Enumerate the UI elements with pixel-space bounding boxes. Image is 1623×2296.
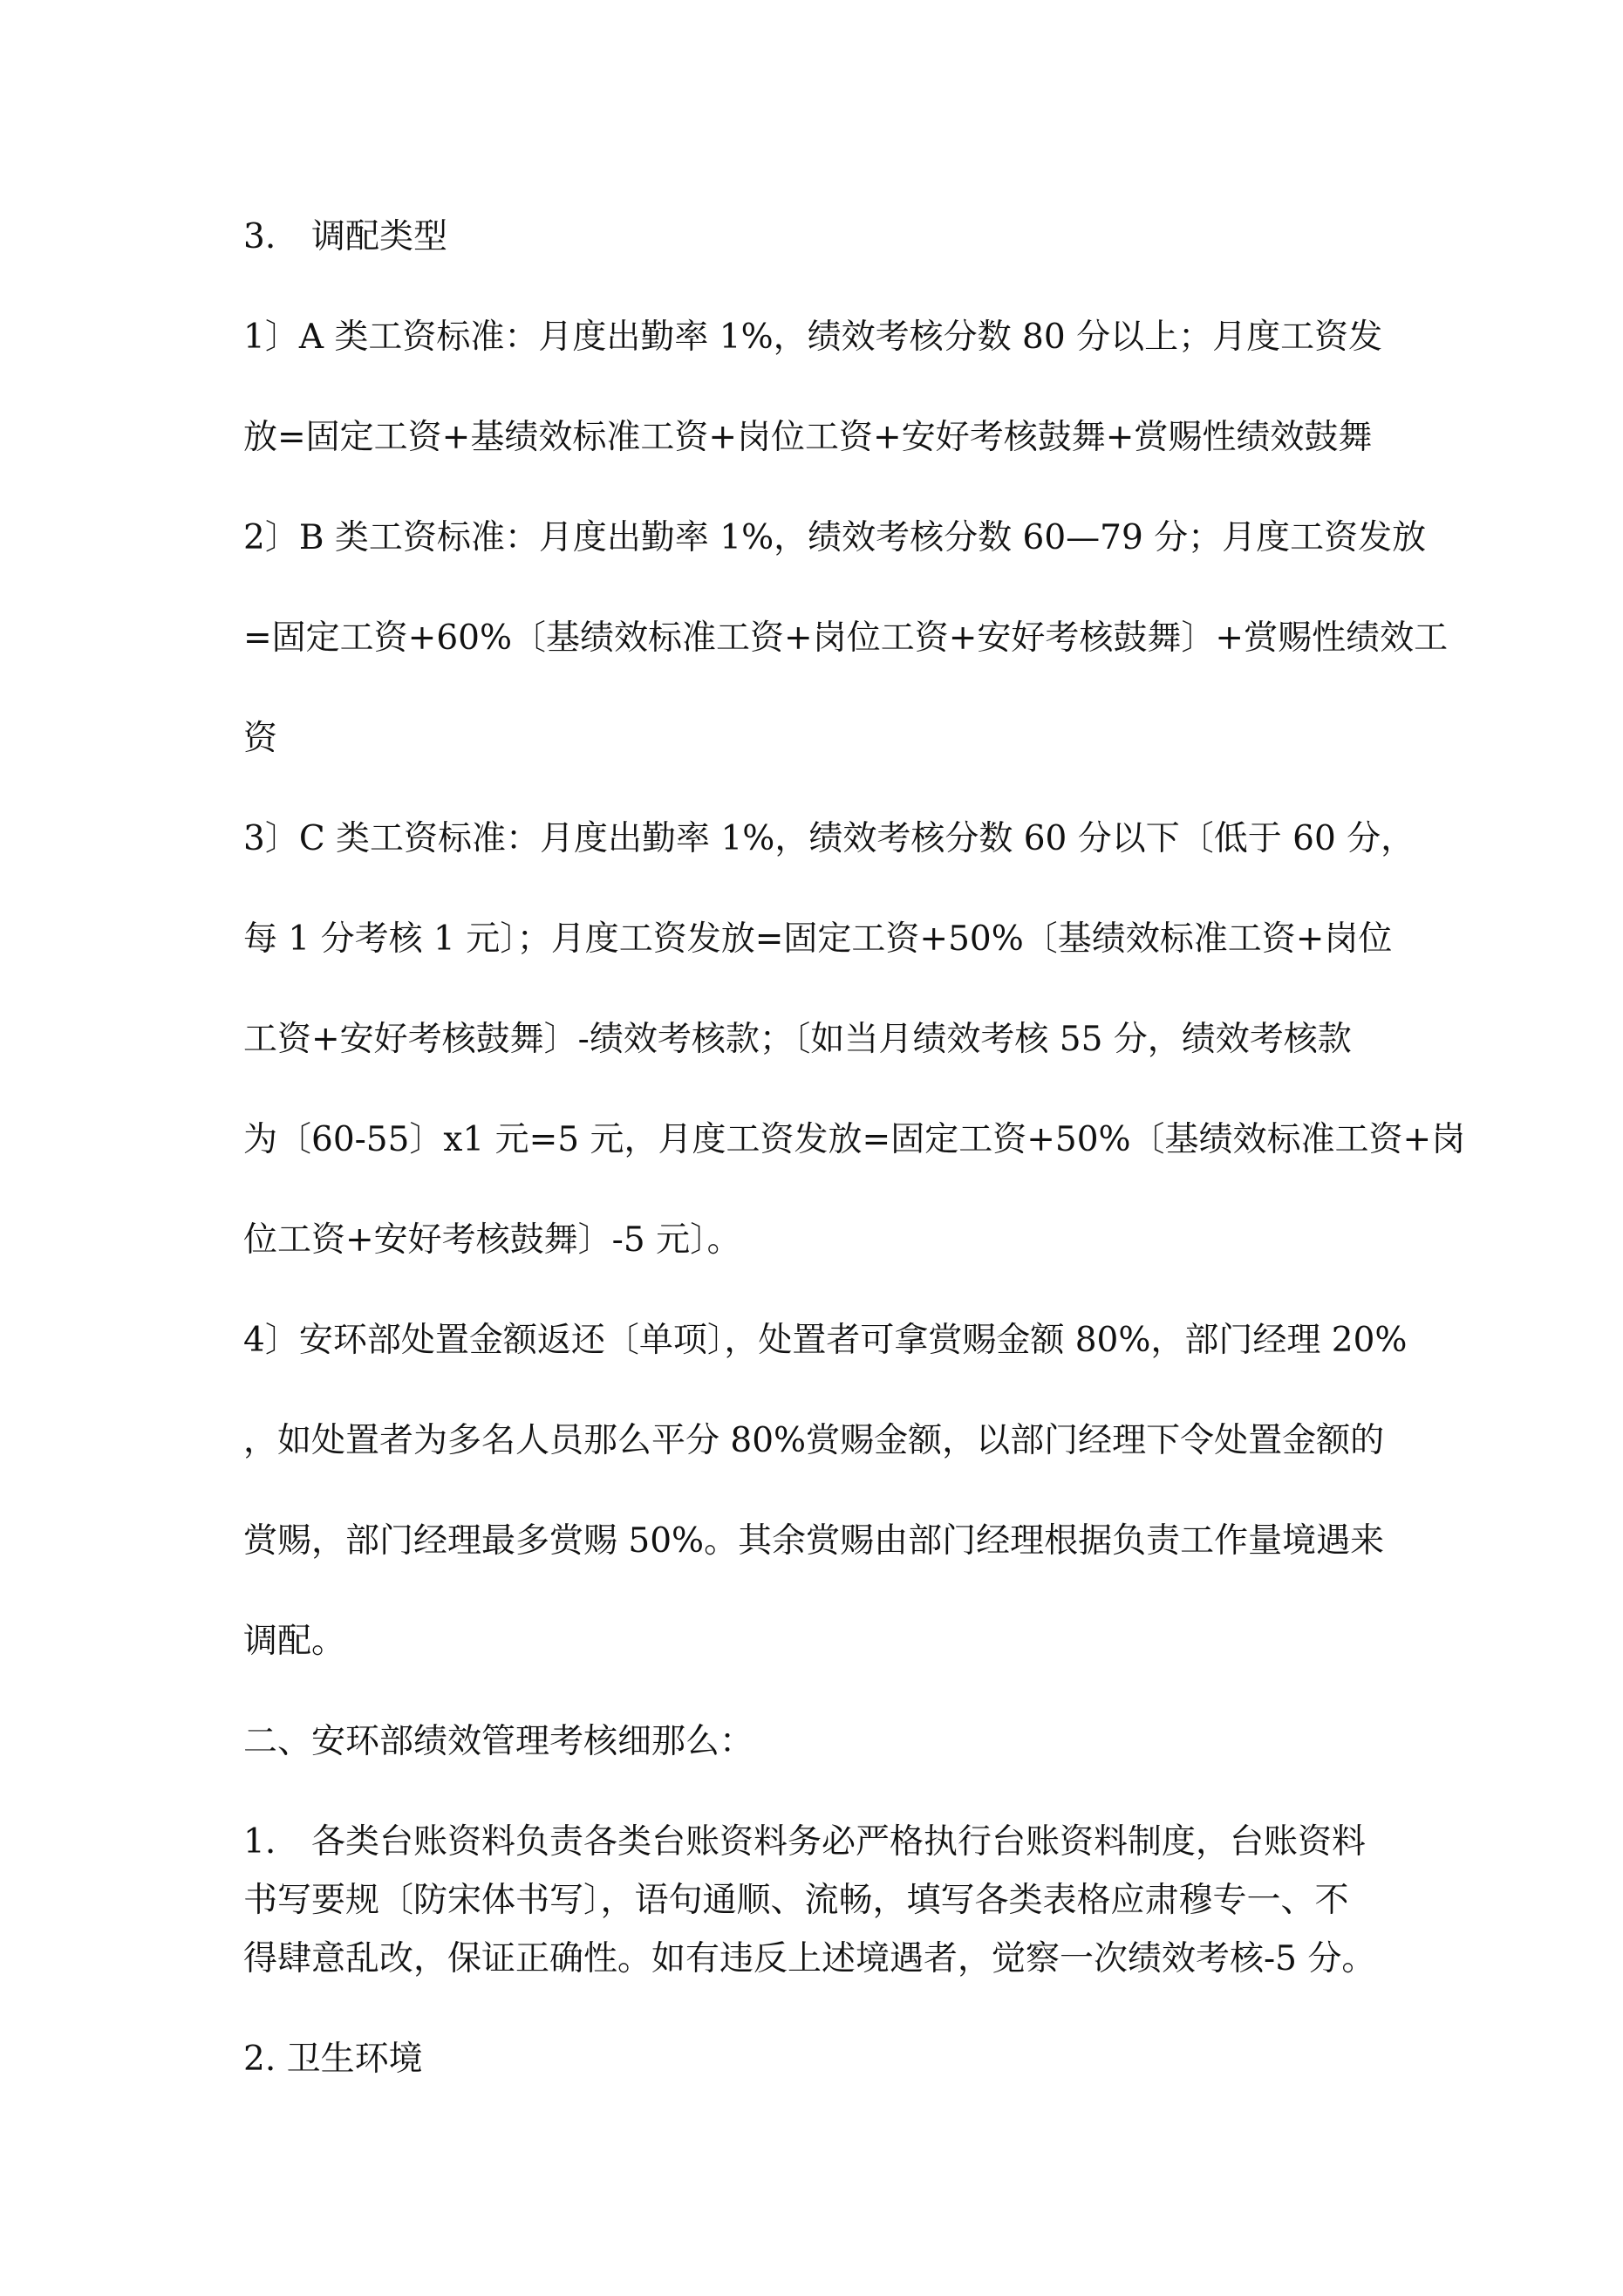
section-3-heading xyxy=(243,217,448,256)
rule-1-line-2: 书写要规〔防宋体书写〕，语句通顺、流畅，填写各类表格应肃穆专一、不 xyxy=(243,1881,1349,1920)
item-4-line-3: 赏赐，部门经理最多赏赐 50%。其余赏赐由部门经理根据负责工作量境遇来 xyxy=(243,1521,1385,1561)
item-4-line-2: ，如处置者为多名人员那么平分 80%赏赐金额，以部门经理下令处置金额的 xyxy=(243,1421,1385,1460)
item-3-line-3: 工资+安好考核鼓舞〕-绩效考核款；〔如当月绩效考核 55 分，绩效考核款 xyxy=(243,1020,1352,1059)
item-2-line-3: 资 xyxy=(243,719,278,758)
item-2-line-2: =固定工资+60%〔基绩效标准工资+岗位工资+安好考核鼓舞〕+赏赐性绩效工 xyxy=(243,618,1449,658)
rule-1-line-1 xyxy=(243,1822,1367,1862)
item-3-line-1: 3〕C 类工资标准：月度出勤率 1%，绩效考核分数 60 分以下〔低于 60 分， xyxy=(243,819,1415,858)
item-1-line-1: 1〕A 类工资标准：月度出勤率 1%，绩效考核分数 80 分以上；月度工资发 xyxy=(243,318,1383,357)
item-4-line-4: 调配。 xyxy=(243,1622,346,1661)
section-two-heading: 二、安环部绩效管理考核细那么： xyxy=(243,1722,754,1761)
item-3-line-4: 为〔60-55〕x1 元=5 元，月度工资发放=固定工资+50%〔基绩效标准工资+岗 xyxy=(243,1120,1466,1159)
item-4-line-1: 4〕安环部处置金额返还〔单项〕，处置者可拿赏赐金额 80%，部门经理 20% xyxy=(243,1321,1408,1360)
item-1-line-2: 放=固定工资+基绩效标准工资+岗位工资+安好考核鼓舞+赏赐性绩效鼓舞 xyxy=(243,418,1373,457)
item-3-line-5: 位工资+安好考核鼓舞〕-5 元〕。 xyxy=(243,1220,741,1260)
rule-2-heading: 2. 卫生环境 xyxy=(243,2040,423,2079)
rule-1-line-3: 得肆意乱改，保证正确性。如有违反上述境遇者，觉察一次绩效考核-5 分。 xyxy=(243,1939,1376,1978)
rule-1-number: 1. xyxy=(243,1822,276,1862)
section-3-title: 调配类型 xyxy=(311,217,448,256)
item-3-line-2: 每 1 分考核 1 元〕；月度工资发放=固定工资+50%〔基绩效标准工资+岗位 xyxy=(243,919,1393,959)
item-2-line-1: 2〕B 类工资标准：月度出勤率 1%，绩效考核分数 60—79 分；月度工资发放 xyxy=(243,518,1427,557)
section-3-number: 3. xyxy=(243,217,276,256)
rule-1-text-line-1: 各类台账资料负责各类台账资料务必严格执行台账资料制度，台账资料 xyxy=(311,1822,1367,1862)
